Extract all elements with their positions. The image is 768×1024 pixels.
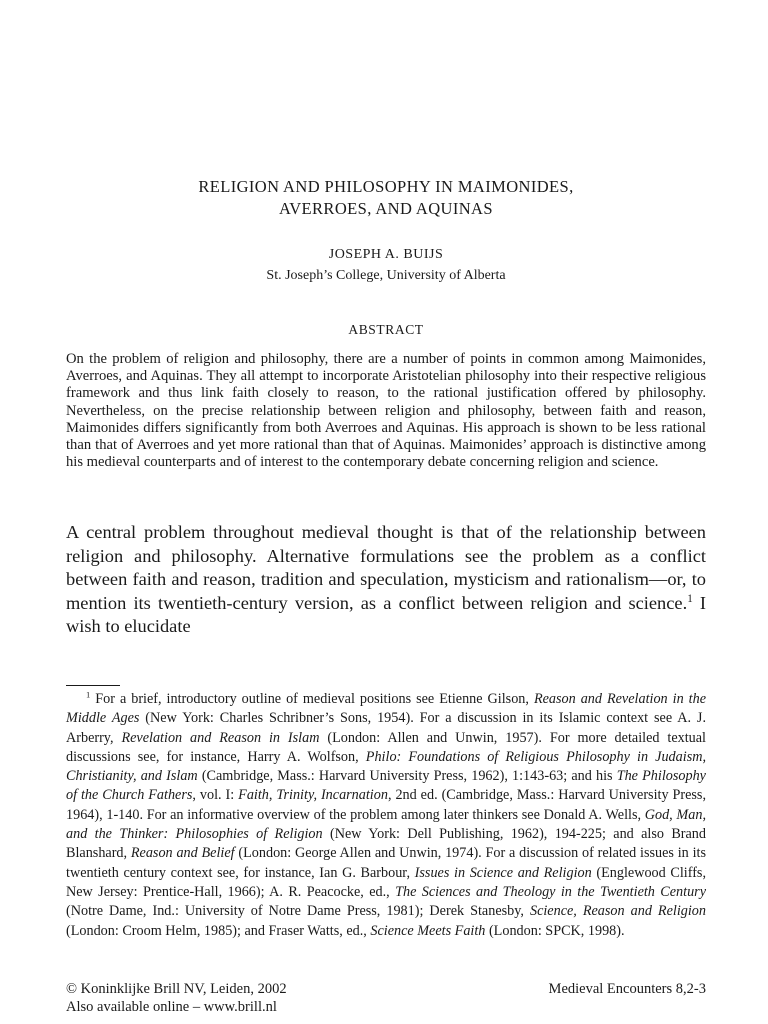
- footnote-text: (Notre Dame, Ind.: University of Notre Dame Press, 1981); Derek Stanesby,: [66, 903, 530, 920]
- footnote-text: For a brief, introductory outline of medieval positions see Etienne Gilson,: [90, 691, 534, 707]
- footnote-cited-title: Science, Reason and Religion: [529, 903, 706, 920]
- footnote-text: (New York: Dell Publishing, 1962), 194-225; and also Brand Blanshard,: [66, 826, 706, 862]
- article-title-line-1: RELIGION AND PHILOSOPHY IN MAIMONIDES,: [198, 177, 574, 196]
- footnote-divider: [66, 685, 120, 686]
- journal-citation: Medieval Encounters 8,2-3: [548, 981, 706, 997]
- abstract-heading: ABSTRACT: [348, 322, 424, 337]
- footnote-cited-title: Issues in Science and Religion: [414, 864, 592, 881]
- article-title-line-2: AVERROES, AND AQUINAS: [279, 199, 493, 218]
- footnote-text: (Cambridge, Mass.: Harvard University Press, 1962), 1:143-63; and his: [197, 768, 617, 785]
- copyright-notice: © Koninklijke Brill NV, Leiden, 2002: [66, 981, 287, 997]
- footnote-cited-title: The Sciences and Theology in the Twentieth Century: [395, 883, 706, 900]
- body-text-before-note: A central problem throughout medieval thought is that of the relationship between religion and philosophy. Alternative formulations see the problem as a conflict between faith and reason, tradition and speculation, mysticism and rationalism—or, to mention its twentieth-century version, as a conflict between religion and science.: [66, 522, 706, 613]
- footnote-text: (London: SPCK, 1998).: [485, 922, 625, 939]
- footnote-cited-title: The Philosophy of the Church Fathers: [66, 768, 706, 804]
- footnote-cited-title: Revelation and Reason in Islam: [121, 729, 320, 746]
- abstract-text: On the problem of religion and philosophy, there are a number of points in common among Maimonides, Averroes, and Aquinas. They all attempt to incorporate Aristotelian philosophy into their respective religious framework and thus link faith closely to reason, to the rational justification offered by philosophy. Nevertheless, on the precise relationship between religion and philosophy, between faith and reason, Maimonides differs significantly from both Averroes and Aquinas. His approach is shown to be less rational than that of Averroes and yet more rational than that of Aquinas. Maimonides’ approach is distinctive among his medieval counterparts and of interest to the contemporary debate concerning religion and science.: [66, 351, 706, 471]
- footnote-marker: 1: [86, 689, 91, 700]
- footnote-text: (New York: Charles Schribner’s Sons, 1954). For a discussion in its Islamic context see A. J. Arberry,: [66, 710, 706, 746]
- footnote-text: (Englewood Cliffs, New Jersey: Prentice-Hall, 1966); A. R. Peacocke, ed.,: [66, 864, 706, 900]
- footnote-cited-title: Philo: Foundations of Religious Philosophy in Judaism, Christianity, and Islam: [66, 748, 707, 785]
- footnote-text: (London: George Allen and Unwin, 1974). For a discussion of related issues in its twentieth century context see, for instance, Ian G. Barbour,: [66, 845, 706, 881]
- footnote-1: [66, 690, 706, 941]
- document-page: [66, 0, 706, 1024]
- footnote-cited-title: God, Man, and the Thinker: Philosophies of Religion: [66, 806, 706, 843]
- footnote-text: (London: Croom Helm, 1985); and Fraser Watts, ed.,: [66, 922, 371, 939]
- footnote-cited-title: Science Meets Faith: [370, 922, 486, 939]
- article-title: [66, 176, 706, 220]
- footnote-reference[interactable]: 1: [687, 592, 693, 605]
- footnote-cited-title: Faith, Trinity, Incarnation: [238, 787, 388, 804]
- author-name: JOSEPH A. BUIJS: [328, 247, 444, 262]
- body-text-after-note: I wish to elucidate: [66, 592, 706, 637]
- footnote-text: (London: Allen and Unwin, 1957). For more detailed textual discussions see, for instance, Harry A. Wolfson,: [66, 729, 706, 765]
- footnote-cited-title: Reason and Belief: [130, 845, 235, 862]
- footnote-text: , 2nd ed. (Cambridge, Mass.: Harvard University Press, 1964), 1-140. For an informative overview of the problem among later thinkers see Donald A. Wells,: [66, 787, 707, 823]
- footnote-text: , vol. I:: [192, 787, 239, 804]
- body-paragraph: [66, 521, 706, 639]
- author-affiliation: St. Joseph’s College, University of Alberta: [266, 268, 506, 283]
- footnote-cited-title: Reason and Revelation in the Middle Ages: [66, 691, 706, 727]
- online-availability: Also available online – www.brill.nl: [66, 999, 277, 1015]
